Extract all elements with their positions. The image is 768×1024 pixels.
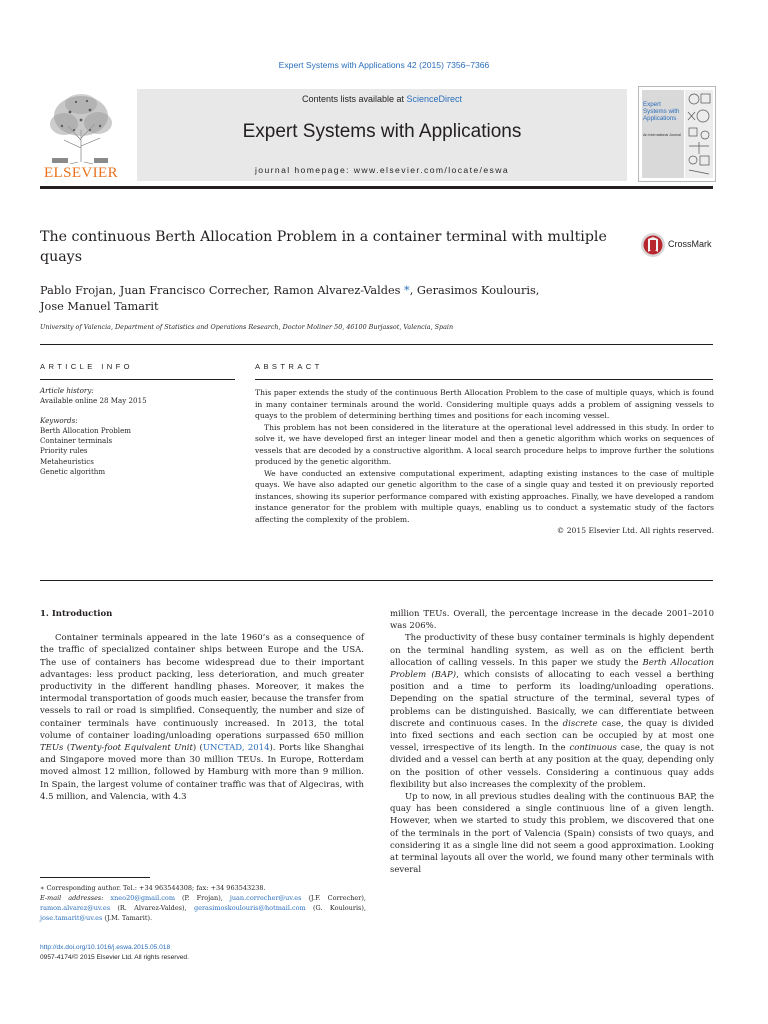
text-run: The productivity of these busy container terminals is highly dependent on the terminal handling system, as well as on the efficient berth allocation of calling vessels. In this paper we study the xyxy=(390,633,714,668)
email-link[interactable]: juan.correcher@uv.es xyxy=(229,894,302,902)
abstract-paragraph: This paper extends the study of the continuous Berth Allocation Problem to the case of multiple quays, which is found in many container terminals around the world. Considering multiple quays adds a problem of assigning vessels to quays to the problem of determining berthing times and positions for each incoming vessel. xyxy=(255,388,714,420)
crossmark-label: CrossMark xyxy=(668,239,712,249)
body-paragraph: million TEUs. Overall, the percentage increase in the decade 2001–2010 was 206%. xyxy=(390,609,714,632)
journal-title: Expert Systems with Applications xyxy=(242,121,522,142)
email-link[interactable]: ramon.alvarez@uv.es xyxy=(40,904,111,912)
corresponding-author-note: ∗ Corresponding author. Tel.: +34 963544308; fax: +34 963543238. xyxy=(40,884,266,892)
text-run: ( xyxy=(63,743,71,754)
corresponding-author-link[interactable]: * xyxy=(400,284,410,297)
footnote-rule xyxy=(40,877,150,878)
crossmark-button[interactable] xyxy=(640,232,715,258)
email-label: E-mail addresses: xyxy=(40,894,111,902)
email-link[interactable]: gerasimoskoulouris@hotmail.com xyxy=(193,904,306,912)
contents-prefix: Contents lists available at xyxy=(301,94,407,104)
abstract-paragraph: We have conducted an extensive computational experiment, adapting existing instances to the case of multiple quays. We have also adapted our genetic algorithm to the case of a single quay and tested it on previously reported instances, showing its superior performance compared with existing approaches. Finally, we have developed a random instance generator for the problem with multiple quays, enabling us to conduct a systematic study of the factors affecting the complexity of the problem. xyxy=(255,468,714,524)
journal-masthead xyxy=(137,89,627,181)
text-run: (P. Frojan), xyxy=(174,894,230,902)
keyword-item: Metaheuristics xyxy=(40,456,94,466)
author-affiliation: University of Valencia, Department of Statistics and Operations Research, Doctor Moliner 50, 46100 Burjassot, Valencia, Spain xyxy=(40,323,454,331)
contents-line xyxy=(137,94,627,104)
text-run: (G. Koulouris), xyxy=(305,904,366,912)
text-run: case, the quay is divided into fixed sections and each section can be occupied by at most one vessel, irrespective of its length. In the xyxy=(390,718,714,754)
cover-artwork-icon xyxy=(685,90,713,178)
body-paragraph: Up to now, in all previous studies dealing with the continuous BAP, the quay has been considered a single continuous line of a given length. However, when we started to study this problem, we discovered that one of the terminals in the port of Valencia (Spain) consists of two quays, and considering it as a single line did not seem a good approximation. Looking at terminal layouts all over the world, we found many other terminals with several xyxy=(390,792,714,876)
abstract-bottom-rule xyxy=(40,580,713,581)
body-paragraph xyxy=(390,632,714,791)
masthead-divider xyxy=(40,186,713,189)
footnotes xyxy=(40,883,366,923)
email-addresses xyxy=(40,893,366,923)
text-run-italic: Berth Allocation Problem (BAP) xyxy=(390,657,714,681)
journal-homepage-link[interactable]: journal homepage: www.elsevier.com/locate/eswa xyxy=(254,165,510,175)
paper-title: The continuous Berth Allocation Problem in a container terminal with multiple quays xyxy=(40,229,607,265)
authors-part1: Pablo Frojan, Juan Francisco Correcher, Ramon Alvarez-Valdes xyxy=(40,284,401,297)
keywords-label: Keywords: xyxy=(40,415,78,425)
section-heading: 1. Introduction xyxy=(40,609,113,619)
article-info-heading: ARTICLE INFO xyxy=(40,362,133,371)
citation-link[interactable]: UNCTAD, 2014 xyxy=(202,743,270,754)
author-list xyxy=(40,283,640,315)
body-left-column xyxy=(40,608,364,803)
authors-line2: Jose Manuel Tamarit xyxy=(40,300,159,313)
journal-cover-thumbnail[interactable] xyxy=(638,86,716,182)
info-top-rule xyxy=(40,344,713,345)
history-label: Article history: xyxy=(40,386,94,395)
keyword-item: Priority rules xyxy=(40,446,88,456)
email-link[interactable]: xneo20@gmail.com xyxy=(110,894,175,902)
history-value: Available online 28 May 2015 xyxy=(40,396,147,406)
crossmark-icon xyxy=(640,232,666,258)
text-run-italic: continuous xyxy=(569,743,617,754)
abstract-copyright: © 2015 Elsevier Ltd. All rights reserved. xyxy=(556,526,714,535)
text-run: ) ( xyxy=(192,743,203,754)
body-right-column xyxy=(390,608,714,876)
text-run: , which consists of allocating to each vessel a berthing position and a time to perform its loading/unloading operations. Depending on the spatial structure of the terminal, several types of problems can be distinguished. Basically, we can differentiate between discrete and continuous cases. In the xyxy=(390,670,714,729)
text-run-italic: TEUs xyxy=(40,743,64,754)
abstract-text xyxy=(255,387,714,537)
keyword-item: Container terminals xyxy=(40,436,113,446)
text-run-italic: Twenty-foot Equivalent Unit xyxy=(70,743,193,754)
text-run: (J.M. Tamarit). xyxy=(102,914,153,922)
doi-block xyxy=(40,943,366,963)
doi-link[interactable]: http://dx.doi.org/10.1016/j.eswa.2015.05.018 xyxy=(40,944,171,951)
cover-subtitle: An International Journal xyxy=(643,133,681,137)
keyword-item: Genetic algorithm xyxy=(40,467,106,477)
abstract-paragraph: This problem has not been considered in the literature at the operational level addressed in this study. In order to solve it, we have developed first an integer linear model and then a genetic algorithm which works on sequences of vessels that are decoded by a constructive algorithm. A local search procedure helps to improve further the solutions produced by the genetic algorithm. xyxy=(255,422,714,466)
authors-part2: , Gerasimos Koulouris, xyxy=(409,284,540,297)
cover-title: Expert Systems with Applications xyxy=(643,101,680,122)
elsevier-wordmark: ELSEVIER xyxy=(43,165,119,181)
text-run: (R. Alvarez-Valdes), xyxy=(110,904,194,912)
text-run-italic: discrete xyxy=(562,718,598,729)
text-run: Container terminals appeared in the late 1960’s as a consequence of the traffic of specialized container ships between Europe and the USA. The use of containers has become widespread due to their important advantages: less product packing, less deterioration, and much greater productivity in the different handling phases. Moreover, it makes the intermodal transportation of goods much easier, because the transfer from vessels to rail or road is simplified. Consequently, the number and size of container terminals have continuously increased. In 2013, the total volume of container loading/unloading operations surpassed 650 million xyxy=(40,633,364,741)
article-info-block xyxy=(40,386,235,477)
journal-reference-link[interactable]: Expert Systems with Applications 42 (2015) 7356–7366 xyxy=(278,60,490,70)
abstract-rule xyxy=(255,379,713,380)
article-info-rule xyxy=(40,379,235,380)
keyword-item: Berth Allocation Problem xyxy=(40,425,131,435)
text-run: ). Ports like Shanghai and Singapore moved more than 30 million TEUs. In Europe, Rotterdam moved almost 12 million, followed by Hamburg with more than 9 million. In Spain, the largest volume of container traffic was that of Algeciras, with 4.5 million, and Valencia, with 4.3 xyxy=(40,743,364,802)
text-run: case, the quay is not divided and a vessel can berth at any position at the quay, depending only on the position of other vessels. Considering a continuous quay adds flexibility but also increases the complexity of the problem. xyxy=(390,743,714,790)
issn-copyright: 0957-4174/© 2015 Elsevier Ltd. All rights reserved. xyxy=(40,954,189,961)
body-paragraph xyxy=(40,632,364,803)
email-link[interactable]: jose.tamarit@uv.es xyxy=(40,914,103,922)
abstract-heading: ABSTRACT xyxy=(255,362,323,371)
text-run: (J.F. Correcher), xyxy=(301,894,366,902)
sciencedirect-link[interactable]: ScienceDirect xyxy=(406,94,463,104)
